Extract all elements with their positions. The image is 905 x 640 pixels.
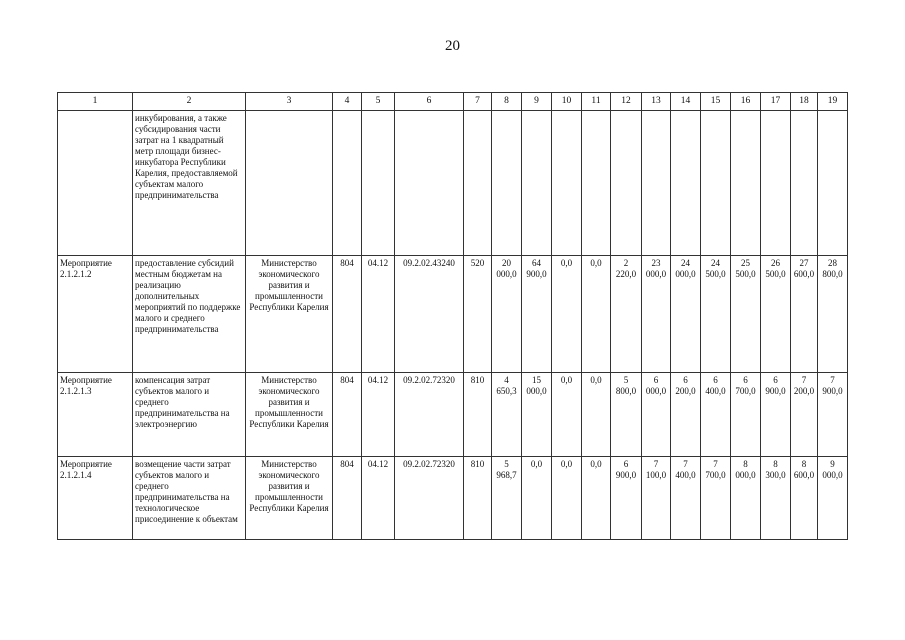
column-header: 3: [246, 93, 333, 111]
value-cell: [492, 111, 522, 256]
value-cell: 09.2.02.43240: [395, 256, 464, 373]
executor-cell: Министерство экономического развития и промышленности Республики Карелия: [246, 457, 333, 540]
value-cell: [791, 111, 818, 256]
value-cell: [522, 111, 552, 256]
value-cell: 804: [333, 373, 362, 457]
value-cell: [395, 111, 464, 256]
column-header: 2: [133, 93, 246, 111]
value-cell: 7 400,0: [671, 457, 701, 540]
value-cell: 27 600,0: [791, 256, 818, 373]
value-cell: 9 000,0: [818, 457, 848, 540]
value-cell: 6 900,0: [761, 373, 791, 457]
value-cell: 24 000,0: [671, 256, 701, 373]
value-cell: [731, 111, 761, 256]
value-cell: 804: [333, 256, 362, 373]
column-header: 13: [642, 93, 671, 111]
table-row: [58, 373, 848, 457]
value-cell: 0,0: [552, 256, 582, 373]
value-cell: 09.2.02.72320: [395, 373, 464, 457]
value-cell: 7 200,0: [791, 373, 818, 457]
value-cell: 7 700,0: [701, 457, 731, 540]
value-cell: 15 000,0: [522, 373, 552, 457]
column-header: 18: [791, 93, 818, 111]
value-cell: 6 400,0: [701, 373, 731, 457]
measure-id-cell: [58, 111, 133, 256]
column-header: 17: [761, 93, 791, 111]
column-header: 5: [362, 93, 395, 111]
measure-name-cell: инкубирования, а также субсидирования части затрат на 1 квадратный метр площади бизнес-инкубатора Республики Карелия, предоставляемой субъектам малого предпринимательства: [133, 111, 246, 256]
value-cell: [671, 111, 701, 256]
measure-id-cell: Мероприятие 2.1.2.1.3: [58, 373, 133, 457]
value-cell: 0,0: [582, 256, 611, 373]
value-cell: 8 600,0: [791, 457, 818, 540]
value-cell: [818, 111, 848, 256]
column-header: 4: [333, 93, 362, 111]
value-cell: 810: [464, 373, 492, 457]
column-header: 7: [464, 93, 492, 111]
value-cell: [333, 111, 362, 256]
value-cell: 20 000,0: [492, 256, 522, 373]
value-cell: 28 800,0: [818, 256, 848, 373]
value-cell: 24 500,0: [701, 256, 731, 373]
measure-id-cell: Мероприятие 2.1.2.1.4: [58, 457, 133, 540]
column-header: 11: [582, 93, 611, 111]
value-cell: 4 650,3: [492, 373, 522, 457]
value-cell: 804: [333, 457, 362, 540]
executor-cell: Министерство экономического развития и промышленности Республики Карелия: [246, 256, 333, 373]
executor-cell: Министерство экономического развития и промышленности Республики Карелия: [246, 373, 333, 457]
value-cell: 0,0: [582, 373, 611, 457]
value-cell: 520: [464, 256, 492, 373]
value-cell: 8 000,0: [731, 457, 761, 540]
measure-name-cell: предоставление субсидий местным бюджетам на реализацию дополнительных мероприятий по поддержке малого и среднего предпринимательства: [133, 256, 246, 373]
value-cell: 5 968,7: [492, 457, 522, 540]
value-cell: 7 100,0: [642, 457, 671, 540]
measure-name-cell: компенсация затрат субъектов малого и среднего предпринимательства на электроэнергию: [133, 373, 246, 457]
value-cell: 6 200,0: [671, 373, 701, 457]
value-cell: 8 300,0: [761, 457, 791, 540]
table-row: [58, 256, 848, 373]
value-cell: 6 900,0: [611, 457, 642, 540]
value-cell: 0,0: [522, 457, 552, 540]
executor-cell: [246, 111, 333, 256]
value-cell: 2 220,0: [611, 256, 642, 373]
value-cell: [642, 111, 671, 256]
value-cell: [582, 111, 611, 256]
value-cell: 810: [464, 457, 492, 540]
page-number: 20: [445, 38, 460, 54]
value-cell: 04.12: [362, 457, 395, 540]
column-header: 19: [818, 93, 848, 111]
value-cell: [362, 111, 395, 256]
column-header: 10: [552, 93, 582, 111]
value-cell: [464, 111, 492, 256]
value-cell: [552, 111, 582, 256]
column-header: 1: [58, 93, 133, 111]
value-cell: 26 500,0: [761, 256, 791, 373]
table-row: [58, 457, 848, 540]
column-header: 15: [701, 93, 731, 111]
column-header: 12: [611, 93, 642, 111]
value-cell: 04.12: [362, 373, 395, 457]
column-header: 9: [522, 93, 552, 111]
value-cell: [611, 111, 642, 256]
column-header: 6: [395, 93, 464, 111]
column-header: 8: [492, 93, 522, 111]
measure-id-cell: Мероприятие 2.1.2.1.2: [58, 256, 133, 373]
value-cell: 25 500,0: [731, 256, 761, 373]
value-cell: 0,0: [552, 373, 582, 457]
column-header: 16: [731, 93, 761, 111]
column-header: 14: [671, 93, 701, 111]
value-cell: [761, 111, 791, 256]
value-cell: 6 000,0: [642, 373, 671, 457]
value-cell: 6 700,0: [731, 373, 761, 457]
table-row: [58, 111, 848, 256]
value-cell: 5 800,0: [611, 373, 642, 457]
value-cell: 09.2.02.72320: [395, 457, 464, 540]
value-cell: 0,0: [582, 457, 611, 540]
budget-table: [57, 92, 848, 540]
value-cell: 7 900,0: [818, 373, 848, 457]
measure-name-cell: возмещение части затрат субъектов малого и среднего предпринимательства на технологическое присоединение к объектам: [133, 457, 246, 540]
header-row: [58, 93, 848, 111]
value-cell: 0,0: [552, 457, 582, 540]
value-cell: 64 900,0: [522, 256, 552, 373]
value-cell: 23 000,0: [642, 256, 671, 373]
value-cell: [701, 111, 731, 256]
value-cell: 04.12: [362, 256, 395, 373]
